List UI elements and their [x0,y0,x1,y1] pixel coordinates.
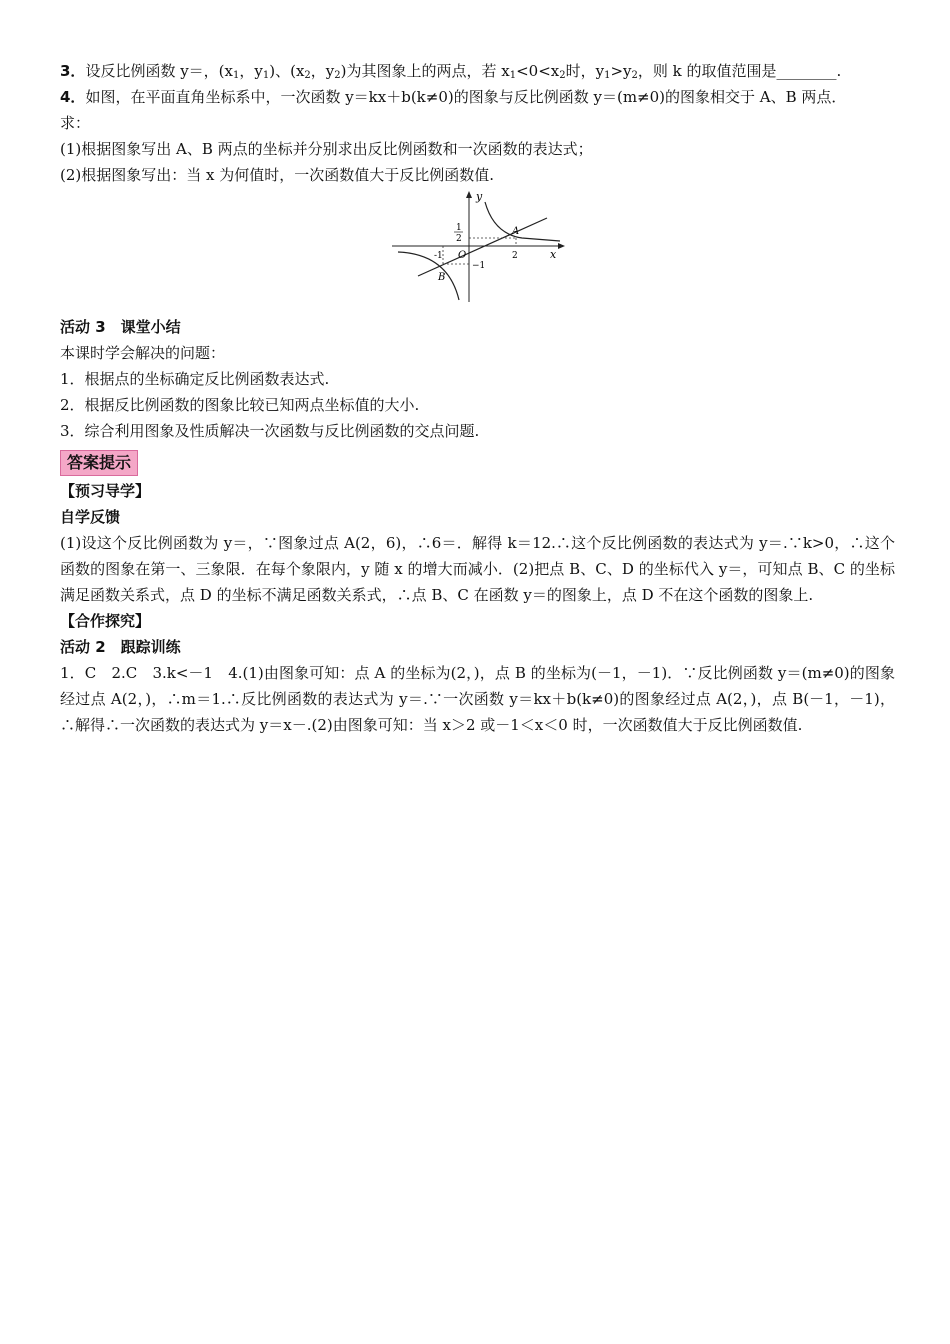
point-a-label: A [512,226,520,237]
answer-hint-badge: 答案提示 [60,450,138,476]
y-axis-arrow [466,191,472,198]
question-4-ask: 求： [60,114,91,132]
activity-2-answer: 1．C 2.C 3.k<－1 4.(1)由图象可知：点 A 的坐标为(2，)，点 B 的坐标为(－1，－1)．∵反比例函数 y＝(m≠0)的图象经过点 A(2，)，∴m＝1.∴反比例函数的表达式为 y＝.∵一次函数 y＝kx＋b(k≠0)的图象经过点 A(2，)，点 B(－1，－1)，∴解得∴一次函数的表达式为 y＝x－.(2)由图象可知：当 x＞2 或－1＜x＜0 时，一次函数值大于反比例函数值. [60,664,895,734]
activity-2-title: 活动 2 跟踪训练 [60,638,181,656]
y-axis-label: y [476,190,483,203]
cooperation-section-title: 【合作探究】 [60,612,151,630]
question-4-number: 4． [60,88,86,106]
hyperbola-branch-q3 [398,252,459,300]
question-3-number: 3． [60,62,86,80]
tick-half-denominator: 2 [456,234,462,244]
x-axis-label: x [550,248,557,261]
summary-item: 1．根据点的坐标确定反比例函数表达式. [60,370,330,388]
self-study-title: 自学反馈 [60,508,121,526]
origin-label: O [458,250,467,261]
question-4-stem: 如图，在平面直角坐标系中，一次函数 y＝kx＋b(k≠0)的图象与反比例函数 y＝(m≠0)的图象相交于 A、B 两点． [85,88,847,106]
x-axis-arrow [558,243,565,249]
question-4-part-1: (1)根据图象写出 A、B 两点的坐标并分别求出反比例函数和一次函数的表达式； [60,140,593,158]
preview-section-title: 【预习导学】 [60,482,151,500]
tick-x-minus-1: -1 [434,251,443,261]
function-graph-figure [60,190,895,308]
point-b-label: B [438,272,446,283]
question-4-part-2: (2)根据图象写出：当 x 为何值时，一次函数值大于反比例函数值. [60,166,495,184]
function-graph [390,190,570,308]
tick-x-2: 2 [512,251,518,261]
summary-item: 2．根据反比例函数的图象比较已知两点坐标值的大小. [60,396,420,414]
question-3: 3．设反比例函数 y＝，($x_1$，$y_1$)、($x_2$，$y_2$)为其图象上的两点，若 $x_1<0<x_2$时，$y_1>y_2$，则 k 的取值范围是________. [60,62,842,81]
tick-half-numerator: 1 [456,223,462,233]
hyperbola-branch-q1 [485,202,560,241]
tick-y-minus-1: −1 [472,261,486,271]
activity-3-intro: 本课时学会解决的问题： [60,344,226,362]
activity-3-title: 活动 3 课堂小结 [60,318,181,336]
summary-item: 3．综合利用图象及性质解决一次函数与反比例函数的交点问题. [60,422,480,440]
question-4 [60,84,895,110]
worksheet-page [60,58,895,738]
self-study-answer: (1)设这个反比例函数为 y＝，∵图象过点 A(2，6)，∴6＝．解得 k＝12.∴这个反比例函数的表达式为 y＝.∵k>0，∴这个函数的图象在第一、三象限．在每个象限内，y 随 x 的增大而减小．(2)把点 B、C、D 的坐标代入 y＝，可知点 B、C 的坐标满足函数关系式，点 D 的坐标不满足函数关系式，∴点 B、C 在函数 y＝的图象上，点 D 不在这个函数的图象上. [60,534,895,604]
